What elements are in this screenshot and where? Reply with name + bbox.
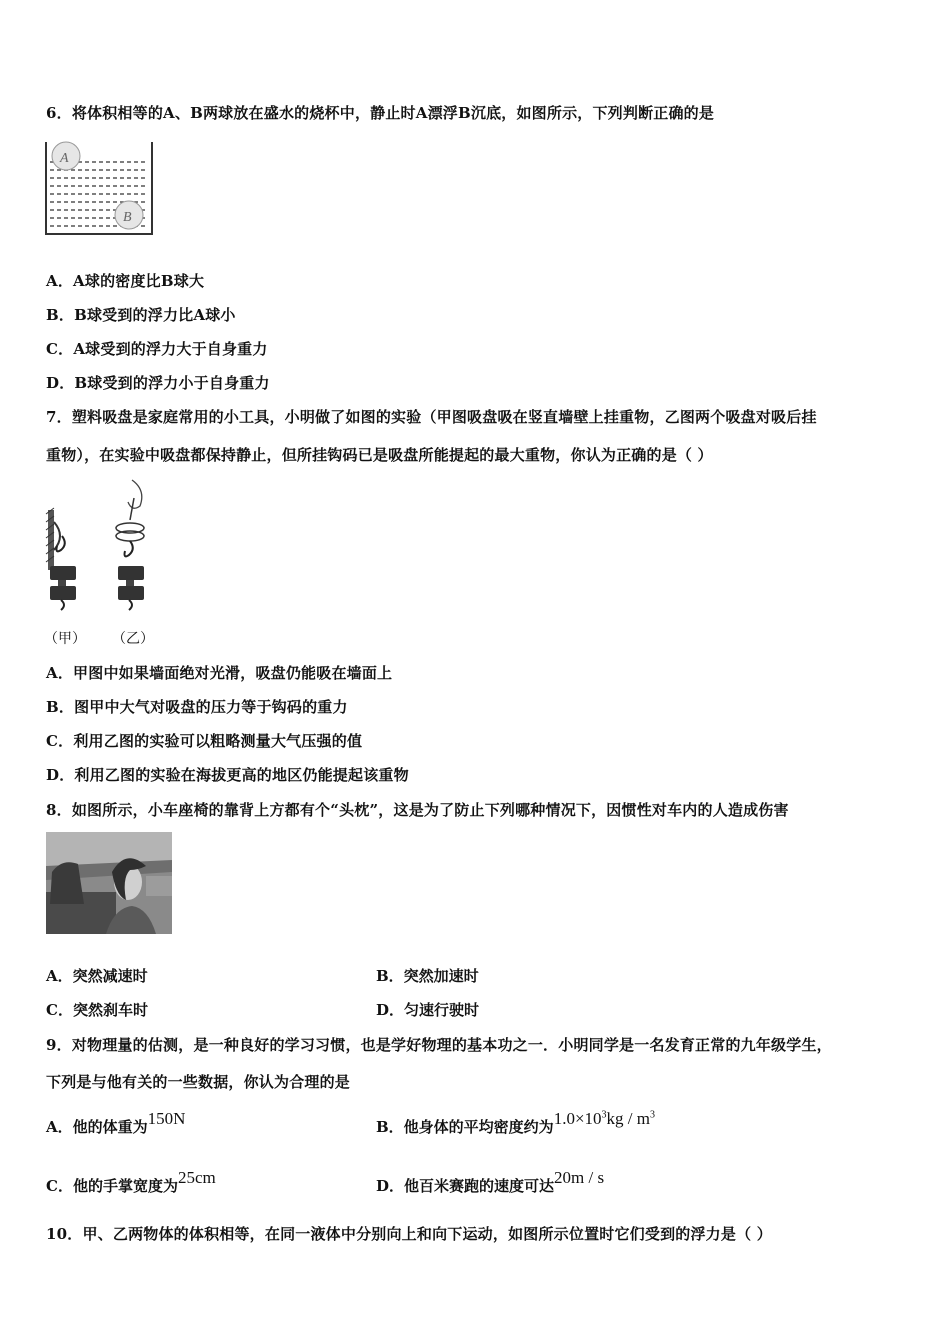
weight-jia-2 <box>50 586 76 600</box>
q9-stem-line2: 下列是与他有关的一些数据，你认为合理的是 <box>46 1073 351 1091</box>
q8-option-b: B．突然加速时 <box>376 967 479 985</box>
q9-option-b-text: B．他身体的平均密度约为 <box>376 1118 554 1136</box>
q9-option-b <box>376 1109 655 1137</box>
weight-jia-1 <box>50 566 76 580</box>
q9-option-a-text: A．他的体重为 <box>46 1118 148 1136</box>
beaker-figure <box>44 140 156 238</box>
car-headrest-photo <box>46 832 172 934</box>
suction-cup-jia <box>54 522 60 550</box>
q7-option-c: C．利用乙图的实验可以粗略测量大气压强的值 <box>46 732 363 750</box>
q9-option-b-value: $1.0\times 10^3kg / m^3$ <box>553 1109 655 1128</box>
q9-option-c-text: C．他的手掌宽度为 <box>46 1177 178 1195</box>
q6-option-c: C．A球受到的浮力大于自身重力 <box>46 340 268 358</box>
q7-option-d: D．利用乙图的实验在海拔更高的地区仍能提起该重物 <box>46 766 409 784</box>
q10-stem: 10．甲、乙两物体的体积相等，在同一液体中分别向上和向下运动，如图所示位置时它们受到的浮力是（ ） <box>46 1225 772 1243</box>
q9-option-a <box>46 1109 186 1137</box>
suction-cup-figure <box>44 478 174 618</box>
ball-a-label: A <box>60 151 69 166</box>
q6-option-d: D．B球受到的浮力小于自身重力 <box>46 374 270 392</box>
weight-yi-1 <box>118 566 144 580</box>
wall <box>48 510 54 570</box>
q8-stem: 8．如图所示，小车座椅的靠背上方都有个“头枕”，这是为了防止下列哪种情况下，因惯性对车内的人造成伤害 <box>46 801 789 819</box>
q8-option-d: D．匀速行驶时 <box>376 1001 480 1019</box>
q7-stem-line1: 7．塑料吸盘是家庭常用的小工具，小明做了如图的实验（甲图吸盘吸在竖直墙壁上挂重物，乙图两个吸盘对吸后挂 <box>46 408 817 426</box>
q9-option-d-value: 20m / s <box>554 1168 605 1187</box>
q9-option-c <box>46 1168 216 1196</box>
q6-stem: 6．将体积相等的A、B两球放在盛水的烧杯中，静止时A漂浮B沉底，如图所示，下列判断正确的是 <box>46 104 715 122</box>
caption-yi: （乙） <box>112 631 154 647</box>
q6-option-a: A．A球的密度比B球大 <box>46 272 205 290</box>
q8-option-a: A．突然减速时 <box>46 967 148 985</box>
q7-stem-line2: 重物），在实验中吸盘都保持静止，但所挂钩码已是吸盘所能提起的最大重物，你认为正确的是（ ） <box>46 446 713 464</box>
weight-yi-2 <box>118 586 144 600</box>
q6-option-b: B．B球受到的浮力比A球小 <box>46 306 236 324</box>
q9-option-d-text: D．他百米赛跑的速度可达 <box>376 1177 555 1195</box>
ball-b-label: B <box>123 210 132 225</box>
q8-option-c: C．突然刹车时 <box>46 1001 148 1019</box>
q9-option-d <box>376 1168 605 1196</box>
q9-option-a-value: 150N <box>147 1109 186 1128</box>
hand <box>128 480 142 508</box>
q9-stem-line1: 9．对物理量的估测，是一种良好的学习习惯，也是学好物理的基本功之一．小明同学是一名发育正常的九年级学生， <box>46 1036 832 1054</box>
q9-option-c-value: 25cm <box>177 1168 216 1187</box>
q7-option-a: A．甲图中如果墙面绝对光滑，吸盘仍能吸在墙面上 <box>46 664 393 682</box>
caption-jia: （甲） <box>44 631 86 647</box>
q7-option-b: B．图甲中大气对吸盘的压力等于钩码的重力 <box>46 698 348 716</box>
